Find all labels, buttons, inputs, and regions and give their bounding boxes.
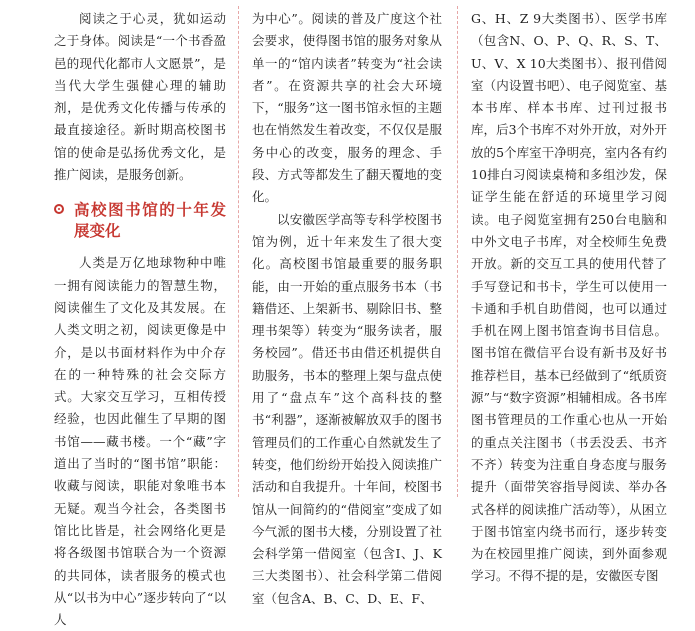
column-2 xyxy=(252,8,442,610)
column-3 xyxy=(471,8,667,588)
column-divider-1 xyxy=(238,6,239,497)
continued-paragraph: G、H、Z 9大类图书）、医学书库（包含N、O、P、Q、R、S、T、U、V、X 10大类图书）、报刊借阅室（内设置书吧）、电子阅览室、基本书库、样本书库、过刊过报书库，后3个书库不对外开放，对外开放的5个库室干净明亮，室内各有约10排白习阅读桌椅和多组沙发，保证学生能在舒适的环境里学习阅读。电子阅览室拥有250台电脑和中外文电子书库，对全校师生免费开放。新的交互工具的使用代替了手写登记和书卡，学生可以使用一卡通和手机自助借阅，也可以通过手机在网上图书馆查询书目信息。图书馆在微信平台设有新书及好书推荐栏目，基本已经做到了“纸质资源”与“数字资源”相辅相成。各书库图书管理员的工作重心也从一开始的重点关注图书（书丢没丢、书齐不齐）转变为注重自身态度与服务提升（面带笑容指导阅读、举办各式各样的阅读推广活动等），从困立于图书馆室内绕书而行，逐步转变为在校园里推广阅读，到外面参观学习。不得不提的是，安徽医专图 xyxy=(471,11,667,584)
heading-bullet-icon xyxy=(54,204,64,214)
section-heading-text: 高校图书馆的十年发展变化 xyxy=(74,201,226,241)
body-paragraph: 以安徽医学高等专科学校图书馆为例，近十年来发生了很大变化。高校图书馆最重要的服务职能，由一开始的重点服务书本（书籍借还、上架新书、剔除旧书、整理书架等）转变为“服务读者，服务校园”。借还书由借还机提供自助服务，书本的整理上架与盘点使用了“盘点车”这个高科技的整书“利器”，逐渐被解放双手的图书管理员们的工作重心自然就发生了转变，他们纷纷开始投入阅读推广活动和自我提升。十年间，校图书馆从一间简约的“借阅室”变成了如今气派的图书大楼，分别设置了社会科学第一借阅室（包含I、J、K三大类图书）、社会科学第二借阅室（包含A、B、C、D、E、F、 xyxy=(252,211,442,606)
section-heading xyxy=(54,200,226,242)
continued-paragraph: 为中心”。阅读的普及广度这个社会要求，使得图书馆的服务对象从单一的“馆内读者”转变为“社会读者”。在资源共享的社会大环境下，“服务”这一图书馆永恒的主题也在悄然发生着改变，不仅仅是服务中心的改变，服务的理念、手段、方式等都发生了翻天覆地的变化。 xyxy=(252,11,442,205)
column-divider-2 xyxy=(457,6,458,497)
body-paragraph: 人类是万亿地球物种中唯一拥有阅读能力的智慧生物，阅读催生了文化及其发展。在人类文明之初，阅读更像是中介，是以书面材料作为中介存在的一种特殊的社会交际方式。大家交互学习，互相传授经验，也因此催生了早期的图书馆——藏书楼。一个“藏”字道出了当时的“图书馆”职能：收藏与阅读，职能对象唯书本无疑。观当今社会，各类图书馆比比皆是，社会网络化更是将各级图书馆联合为一个资源的共同体，读者服务的模式也从“以书为中心”逐步转向了“以人 xyxy=(54,255,226,628)
intro-paragraph: 阅读之于心灵，犹如运动之于身体。阅读是“一个书香盈邑的现代化都市人文愿景”，是当代大学生强健心理的辅助剂，是优秀文化传播与传承的最直接途径。新时期高校图书馆的使命是弘扬优秀文化，是推广阅读，是服务创新。 xyxy=(54,11,226,183)
column-1 xyxy=(54,8,226,631)
